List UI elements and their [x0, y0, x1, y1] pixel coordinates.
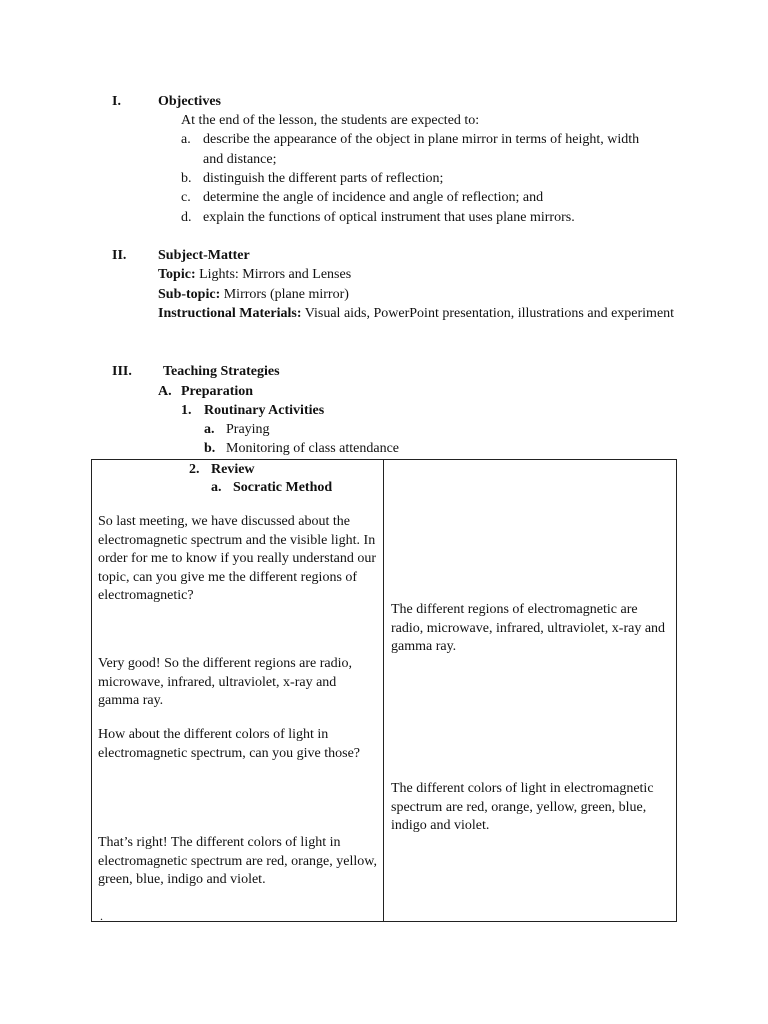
topic-value: Lights: Mirrors and Lenses	[199, 267, 352, 282]
student-answer-colors: The different colors of light in electromagnetic spectrum are red, orange, yellow, green, blue, indigo and violet.	[391, 781, 654, 833]
teacher-question-regions: So last meeting, we have discussed about the electromagnetic spectrum and the visible light. In order for me to know if you really understand our topic, can you give me the different regions of electromagnetic?	[98, 514, 376, 603]
subsection-letter: A.	[158, 384, 172, 399]
materials-label: Instructional Materials:	[158, 306, 302, 321]
objective-item-a-cont: and distance;	[203, 152, 277, 167]
activity-letter: a.	[204, 422, 215, 437]
topic-label: Topic:	[158, 267, 196, 282]
section-heading-objectives: Objectives	[158, 94, 221, 109]
objective-item-c: determine the angle of incidence and angle of reflection; and	[203, 190, 544, 205]
routinary-activities-heading: Routinary Activities	[204, 403, 325, 418]
review-heading: Review	[211, 462, 255, 477]
teacher-response-regions: Very good! So the different regions are radio, microwave, infrared, ultraviolet, x-ray and gamma ray.	[98, 656, 352, 708]
table-column-divider	[383, 459, 384, 922]
section-numeral: III.	[112, 364, 132, 379]
objective-item-b: distinguish the different parts of reflection;	[203, 171, 444, 186]
subsection-preparation: Preparation	[181, 384, 254, 399]
materials-value: Visual aids, PowerPoint presentation, illustrations and experiment	[304, 306, 675, 321]
section-numeral: I.	[112, 94, 121, 109]
list-number: 2.	[189, 462, 200, 477]
objective-item-d: explain the functions of optical instrument that uses plane mirrors.	[203, 210, 575, 225]
subtopic-label: Sub-topic:	[158, 287, 221, 302]
materials-line	[158, 304, 677, 324]
method-letter: a.	[211, 480, 222, 495]
objective-letter: a.	[181, 132, 191, 147]
section-numeral: II.	[112, 248, 127, 263]
section-heading-subject-matter: Subject-Matter	[158, 248, 250, 263]
activity-praying: Praying	[226, 422, 270, 437]
activity-attendance: Monitoring of class attendance	[226, 441, 400, 456]
objective-letter: d.	[181, 210, 192, 225]
socratic-method-heading: Socratic Method	[233, 480, 333, 495]
objective-letter: c.	[181, 190, 191, 205]
subtopic-line	[158, 285, 349, 304]
objective-letter: b.	[181, 171, 192, 186]
trailing-period: .	[100, 909, 103, 923]
objective-item-a: describe the appearance of the object in plane mirror in terms of height, width	[203, 132, 640, 147]
subtopic-value: Mirrors (plane mirror)	[223, 287, 349, 302]
teacher-question-colors: How about the different colors of light in electromagnetic spectrum, can you give those?	[98, 727, 361, 761]
section-heading-teaching-strategies: Teaching Strategies	[163, 364, 280, 379]
objectives-intro: At the end of the lesson, the students are expected to:	[181, 113, 480, 128]
topic-line	[158, 265, 351, 284]
list-number: 1.	[181, 403, 192, 418]
activity-letter: b.	[204, 441, 216, 456]
teacher-response-colors: That’s right! The different colors of light in electromagnetic spectrum are red, orange, yellow, green, blue, indigo and violet.	[98, 835, 377, 887]
student-answer-regions: The different regions of electromagnetic are radio, microwave, infrared, ultraviolet, x-ray and gamma ray.	[391, 602, 666, 654]
